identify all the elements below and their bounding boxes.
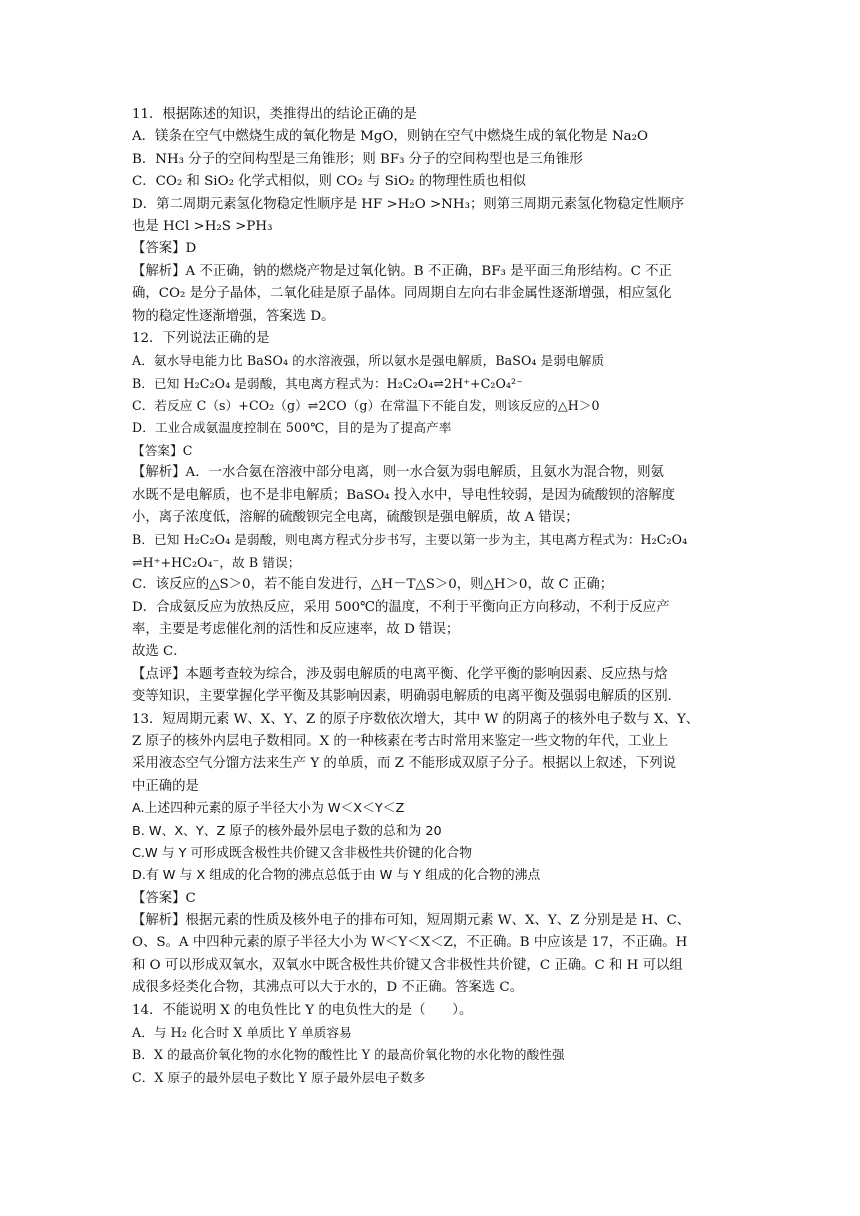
text-line: C．若反应 C（s）+CO₂（g）⇌2CO（g）在常温下不能自发，则该反应的△H＞0 [132, 398, 600, 414]
text-line: A.上述四种元素的原子半径大小为 W＜X＜Y＜Z [132, 801, 405, 817]
text-line: 率，主要是考虑催化剂的活性和反应速率，故 D 错误； [132, 621, 460, 637]
document-page [132, 104, 792, 1089]
text-line: 13．短周期元素 W、X、Y、Z 的原子序数依次增大，其中 W 的阴离子的核外电子数与 X、Y、 [132, 711, 700, 727]
text-line: A．与 H₂ 化合时 X 单质比 Y 单质容易 [132, 1025, 352, 1041]
text-line: C．X 原子的最外层电子数比 Y 原子最外层电子数多 [132, 1069, 426, 1085]
text-line: 成很多烃类化合物，其沸点可以大于水的，D 不正确。答案选 C。 [132, 980, 524, 996]
text-line: 【解析】A．一水合氨在溶液中部分电离，则一水合氨为弱电解质，且氨水为混合物，则氨 [132, 465, 664, 481]
text-line: B．已知 H₂C₂O₄ 是弱酸，则电离方程式分步书写，主要以第一步为主，其电离方程式为：H₂C₂O₄ [132, 532, 688, 548]
text-line: 12．下列说法正确的是 [132, 330, 270, 346]
text-line: 【解析】根据元素的性质及核外电子的排布可知，短周期元素 W、X、Y、Z 分别是是 H、C、 [132, 913, 691, 929]
text-line: D．工业合成氨温度控制在 500℃，目的是为了提高产率 [132, 420, 452, 436]
text-line: B．X 的最高价氧化物的水化物的酸性比 Y 的最高价氧化物的水化物的酸性强 [132, 1047, 565, 1063]
text-line: 变等知识，主要掌握化学平衡及其影响因素，明确弱电解质的电离平衡及强弱电解质的区别． [132, 689, 682, 705]
text-line: C.W 与 Y 可形成既含极性共价键又含非极性共价键的化合物 [132, 845, 473, 861]
text-line: 14．不能说明 X 的电负性比 Y 的电负性大的是（ ）。 [132, 1002, 473, 1018]
text-line: 【点评】本题考查较为综合，涉及弱电解质的电离平衡、化学平衡的影响因素、反应热与焓 [132, 666, 668, 682]
text-line: 确，CO₂ 是分子晶体，二氧化硅是原子晶体。同周期自左向右非金属性逐渐增强，相应氢化 [132, 286, 672, 302]
text-line: 【答案】C [132, 442, 193, 458]
text-line: B. W、X、Y、Z 原子的核外最外层电子数的总和为 20 [132, 823, 442, 839]
text-line: D．合成氨反应为放热反应，采用 500℃的温度，不利于平衡向正方向移动，不利于反应产 [132, 599, 670, 615]
text-line: 故选 C． [132, 644, 187, 660]
text-line: 和 O 可以形成双氧水，双氧水中既含极性共价键又含非极性共价键，C 正确。C 和 H 可以组 [132, 957, 683, 973]
text-line: A．氨水导电能力比 BaSO₄ 的水溶液强，所以氨水是强电解质，BaSO₄ 是弱电解质 [132, 353, 605, 369]
text-line: 11．根据陈述的知识，类推得出的结论正确的是 [132, 107, 417, 122]
text-line: 采用液态空气分馏方法来生产 Y 的单质，而 Z 不能形成双原子分子。根据以上叙述，下列说 [132, 756, 677, 772]
text-line: 物的稳定性逐渐增强，答案选 D。 [132, 308, 335, 324]
text-line: B．NH₃ 分子的空间构型是三角锥形；则 BF₃ 分子的空间构型也是三角锥形 [132, 151, 583, 167]
text-line: 中正确的是 [132, 778, 199, 794]
text-line: 【解析】A 不正确，钠的燃烧产物是过氧化钠。B 不正确，BF₃ 是平面三角形结构。C 不正 [132, 263, 672, 279]
text-line: D．第二周期元素氢化物稳定性顺序是 HF >H₂O >NH₃；则第三周期元素氢化物稳定性顺序 [132, 196, 685, 212]
text-line: 也是 HCl >H₂S >PH₃ [132, 218, 273, 234]
text-line: C．该反应的△S＞0，若不能自发进行，△H－T△S＞0，则△H＞0，故 C 正确； [132, 577, 614, 593]
text-line: 小，离子浓度低，溶解的硫酸钡完全电离，硫酸钡是强电解质，故 A 错误； [132, 510, 579, 526]
text-line: D.有 W 与 X 组成的化合物的沸点总低于由 W 与 Y 组成的化合物的沸点 [132, 868, 541, 884]
text-line: A．镁条在空气中燃烧生成的氧化物是 MgO，则钠在空气中燃烧生成的氧化物是 Na₂O [132, 129, 648, 145]
text-line: 【答案】C [132, 890, 196, 906]
text-line: O、S。A 中四种元素的原子半径大小为 W＜Y＜X＜Z，不正确。B 中应该是 17，不正确。H [132, 935, 688, 951]
text-line: 【答案】D [132, 241, 197, 257]
text-line: C．CO₂ 和 SiO₂ 化学式相似，则 CO₂ 与 SiO₂ 的物理性质也相似 [132, 174, 526, 190]
text-line: B．已知 H₂C₂O₄ 是弱酸，其电离方程式为：H₂C₂O₄⇌2H⁺+C₂O₄²⁻ [132, 375, 523, 391]
text-line: Z 原子的核外内层电子数相同。X 的一种核素在考古时常用来鉴定一些文物的年代，工业上 [132, 733, 669, 749]
text-line: ⇌H⁺+HC₂O₄⁻，故 B 错误； [132, 554, 301, 570]
text-line: 水既不是电解质，也不是非电解质；BaSO₄ 投入水中，导电性较弱，是因为硫酸钡的溶解度 [132, 487, 676, 503]
